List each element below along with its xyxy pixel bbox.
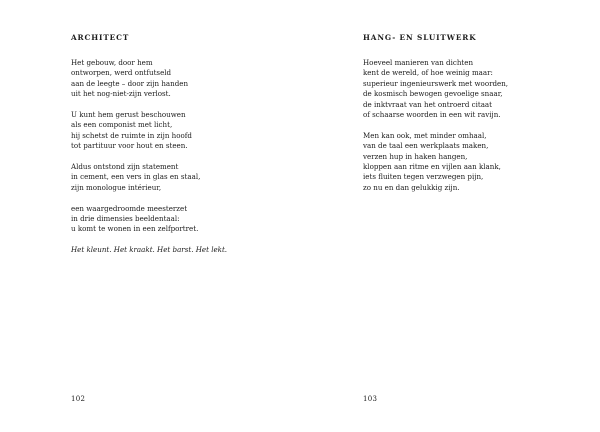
closing-stanza — [71, 245, 227, 255]
stanza — [71, 110, 227, 152]
poem-line: in drie dimensies beeldentaal: — [71, 214, 180, 224]
poem-line: U kunt hem gerust beschouwen — [71, 110, 186, 120]
poem-line: Aldus ontstond zijn statement — [71, 162, 179, 172]
poem-line: of schaarse woorden in een wit ravijn. — [363, 110, 501, 120]
poem-line: u komt te wonen in een zelfportret. — [71, 224, 199, 234]
poem-line: in cement, een vers in glas en staal, — [71, 172, 201, 182]
page-number: 103 — [363, 395, 378, 403]
poem-title: HANG- EN SLUITWERK — [363, 33, 477, 42]
poem-line: Hoeveel manieren van dichten — [363, 58, 474, 67]
poem-body — [363, 58, 508, 204]
poem-line: uit het nog-niet-zijn verlost. — [71, 89, 171, 99]
poem-line: kent de wereld, of hoe weinig maar: — [363, 68, 493, 78]
poem-line: de kosmisch bewogen gevoelige snaar, — [363, 89, 503, 99]
stanza — [71, 204, 227, 235]
stanza — [71, 58, 227, 100]
stanza — [71, 162, 227, 193]
poem-line: hij schetst de ruimte in zijn hoofd — [71, 130, 192, 140]
page-number: 102 — [71, 395, 86, 403]
poem-line: van de taal een werkplaats maken, — [363, 141, 489, 151]
poem-line: de inktvraat van het ontroerd citaat — [363, 99, 493, 109]
poem-line: tot partituur voor hout en steen. — [71, 141, 188, 151]
poem-line: aan de leegte – door zijn handen — [71, 78, 189, 88]
poem-line: verzen hup in haken hangen, — [363, 151, 468, 161]
poem-line: iets fluiten tegen verzwegen pijn, — [363, 172, 484, 182]
stanza — [363, 131, 508, 193]
poem-line: Men kan ook, met minder omhaal, — [363, 130, 487, 140]
poem-line: zijn monologue intérieur, — [71, 182, 162, 192]
stanza — [363, 58, 508, 120]
poem-body — [71, 58, 227, 266]
poem-line: een waargedroomde meesterzet — [71, 203, 188, 213]
poem-line: zo nu en dan gelukkig zijn. — [363, 182, 460, 192]
poem-line: Het gebouw, door hem — [71, 58, 153, 67]
poem-title: ARCHITECT — [71, 33, 130, 42]
poem-line: ontworpen, werd ontfutseld — [71, 68, 172, 78]
poem-line: kloppen aan ritme en vijlen aan klank, — [363, 162, 501, 172]
right-page — [300, 0, 600, 432]
poem-line: als een componist met licht, — [71, 120, 173, 130]
poem-line: superieur ingenieurswerk met woorden, — [363, 78, 509, 88]
closing-line: Het kleunt. Het kraakt. Het barst. Het lekt. — [71, 245, 228, 255]
